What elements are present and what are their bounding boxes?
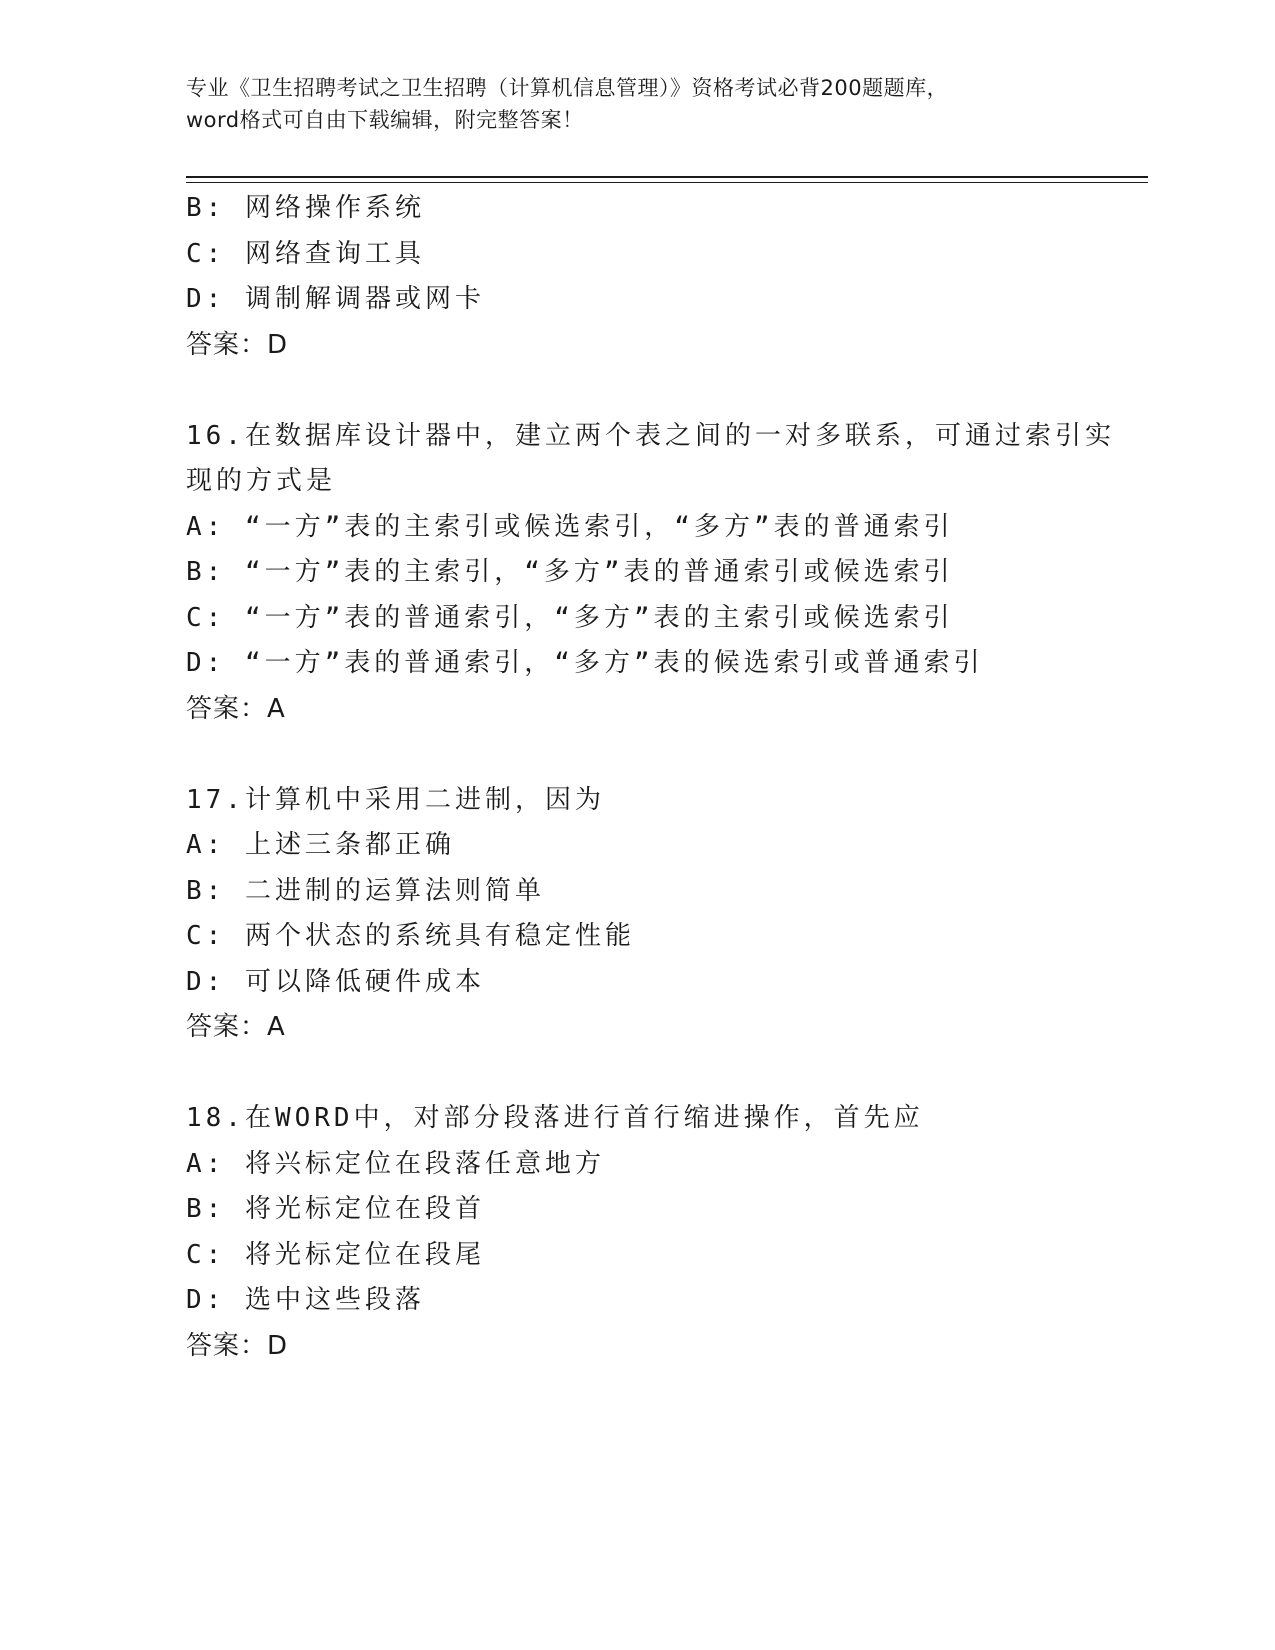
answer-line: 答案：A — [186, 693, 286, 724]
spacer — [186, 1051, 1086, 1097]
question-17 — [186, 778, 1086, 1051]
header-title-line1: 专业《卫生招聘考试之卫生招聘（计算机信息管理）》资格考试必背200题题库， — [186, 76, 949, 100]
question-16 — [186, 414, 1115, 733]
option-d: D: “一方”表的普通索引，“多方”表的候选索引或普通索引 — [186, 648, 984, 678]
question-stem: 17.计算机中采用二进制，因为 — [186, 784, 605, 815]
header-divider-thick — [186, 176, 1148, 178]
answer-line: 答案：A — [186, 1012, 286, 1042]
option-a: A: “一方”表的主索引或候选索引，“多方”表的普通索引 — [186, 511, 954, 542]
option-c: C: “一方”表的普通索引，“多方”表的主索引或候选索引 — [186, 602, 954, 633]
question-18 — [186, 1096, 1086, 1369]
option-b: B: “一方”表的主索引，“多方”表的普通索引或候选索引 — [186, 557, 954, 587]
document-header — [186, 72, 1086, 136]
option-b: B: 网络操作系统 — [186, 193, 425, 223]
answer-line: 答案：D — [186, 329, 289, 360]
question-list — [186, 186, 1115, 1369]
spacer — [186, 732, 1086, 778]
question-15-fragment — [186, 186, 1086, 368]
answer-line: 答案：D — [186, 1330, 289, 1361]
option-d: D: 调制解调器或网卡 — [186, 284, 485, 314]
question-stem: 16.在数据库设计器中，建立两个表之间的一对多联系，可通过索引实 — [186, 420, 1115, 451]
header-divider-thin — [186, 182, 1148, 183]
option-c: C: 两个状态的系统具有稳定性能 — [186, 921, 635, 951]
option-b: B: 二进制的运算法则简单 — [186, 875, 545, 906]
option-d: D: 可以降低硬件成本 — [186, 966, 485, 997]
option-a: A: 上述三条都正确 — [186, 830, 455, 860]
header-title-line2: word格式可自由下载编辑，附完整答案！ — [186, 108, 584, 132]
question-stem-continued: 现的方式是 — [186, 466, 337, 496]
option-d: D: 选中这些段落 — [186, 1285, 425, 1315]
question-stem: 18.在WORD中，对部分段落进行首行缩进操作，首先应 — [186, 1103, 924, 1133]
spacer — [186, 368, 1086, 414]
option-c: C: 将光标定位在段尾 — [186, 1239, 485, 1270]
option-c: C: 网络查询工具 — [186, 238, 425, 269]
option-b: B: 将光标定位在段首 — [186, 1194, 485, 1224]
option-a: A: 将兴标定位在段落任意地方 — [186, 1148, 605, 1179]
